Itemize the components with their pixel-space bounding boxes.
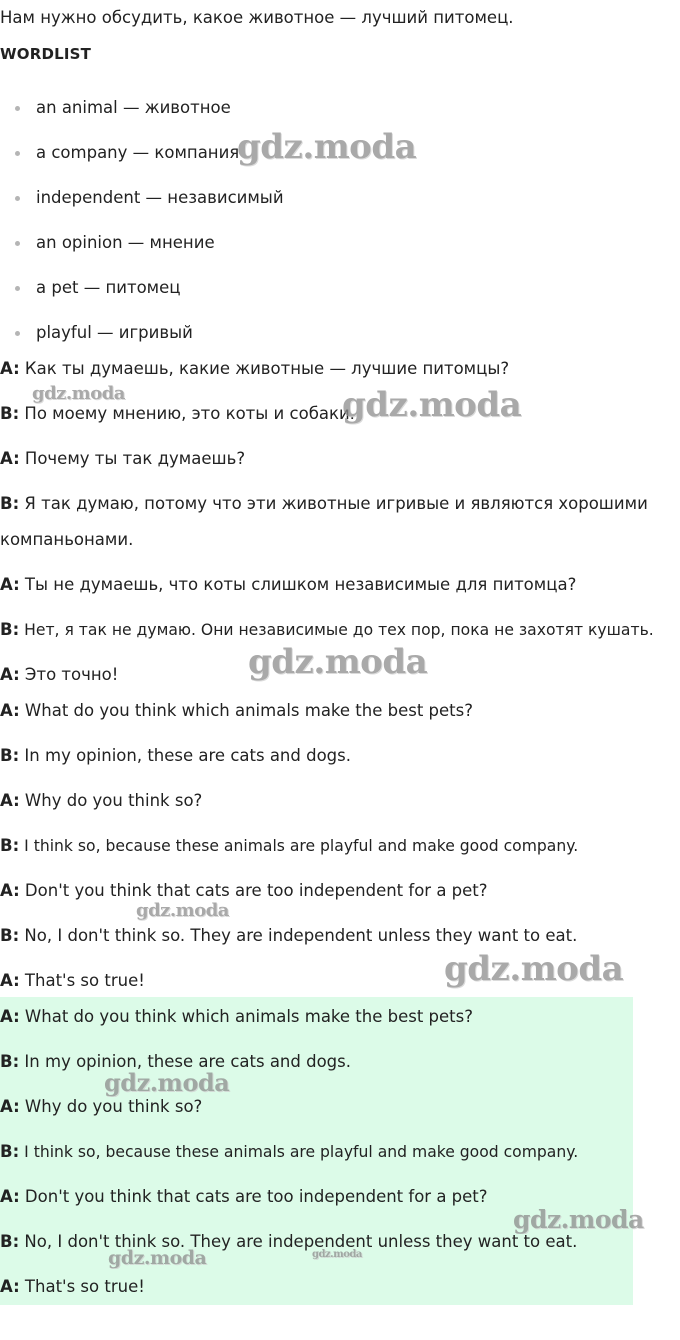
dialogue-line — [0, 1277, 145, 1297]
dialogue-text: Почему ты так думаешь? — [19, 449, 246, 468]
speaker-label: A: — [0, 1007, 20, 1026]
watermark: gdz.moda — [513, 1205, 644, 1234]
speaker-label: A: — [0, 1277, 20, 1296]
speaker-label: A: — [0, 1187, 20, 1206]
dialogue-text: Как ты думаешь, какие животные — лучшие питомцы? — [19, 359, 510, 378]
watermark: gdz.moda — [248, 642, 428, 682]
dialogue-line — [0, 701, 473, 721]
speaker-label: A: — [0, 359, 20, 378]
speaker-label: B: — [0, 836, 20, 855]
speaker-label: B: — [0, 620, 20, 639]
dialogue-text: Why do you think so? — [19, 1097, 203, 1116]
dialogue-line — [0, 881, 488, 901]
speaker-label: A: — [0, 791, 20, 810]
intro-text: Нам нужно обсудить, какое животное — лучший питомец. — [0, 8, 514, 27]
dialogue-text: I think so, because these animals are playful and make good company. — [19, 1143, 579, 1161]
bullet-icon — [15, 331, 20, 336]
bullet-icon — [15, 196, 20, 201]
dialogue-text: I think so, because these animals are playful and make good company. — [19, 837, 579, 855]
dialogue-text: Это точно! — [19, 665, 119, 684]
dialogue-line — [0, 926, 577, 946]
watermark: gdz.moda — [237, 127, 417, 167]
dialogue-text: Ты не думаешь, что коты слишком независимые для питомца? — [19, 575, 577, 594]
dialogue-line — [0, 404, 355, 424]
dialogue-line — [0, 620, 654, 640]
watermark: gdz.moda — [108, 1247, 207, 1269]
dialogue-text: По моему мнению, это коты и собаки. — [19, 404, 355, 423]
dialogue-line — [0, 791, 202, 811]
dialogue-line — [0, 1142, 578, 1162]
dialogue-line — [0, 746, 351, 766]
dialogue-text: Why do you think so? — [19, 791, 203, 810]
speaker-label: B: — [0, 926, 20, 945]
dialogue-text: Я так думаю, потому что эти животные игривые и являются хорошими — [19, 494, 648, 513]
bullet-icon — [15, 241, 20, 246]
dialogue-line — [0, 836, 578, 856]
dialogue-text: Don't you think that cats are too independent for a pet? — [19, 881, 488, 900]
watermark: gdz.moda — [32, 383, 125, 404]
dialogue-line — [0, 971, 145, 991]
wordlist-heading: WORDLIST — [0, 45, 92, 63]
speaker-label: A: — [0, 665, 20, 684]
watermark: gdz.moda — [342, 385, 522, 425]
speaker-label: A: — [0, 701, 20, 720]
dialogue-text: That's so true! — [19, 1277, 145, 1296]
dialogue-text: In my opinion, these are cats and dogs. — [19, 1052, 351, 1071]
dialogue-text: In my opinion, these are cats and dogs. — [19, 746, 351, 765]
dialogue-text: What do you think which animals make the best pets? — [19, 701, 474, 720]
dialogue-text: Don't you think that cats are too independent for a pet? — [19, 1187, 488, 1206]
speaker-label: A: — [0, 971, 20, 990]
dialogue-line — [0, 449, 245, 469]
speaker-label: A: — [0, 449, 20, 468]
wordlist-item: a company — компания — [36, 143, 240, 162]
dialogue-text: No, I don't think so. They are independent unless they want to eat. — [19, 1232, 578, 1251]
dialogue-line-continuation: компаньонами. — [0, 530, 134, 549]
speaker-label: B: — [0, 494, 20, 513]
bullet-icon — [15, 106, 20, 111]
speaker-label: B: — [0, 1142, 20, 1161]
watermark: gdz.moda — [444, 949, 624, 989]
dialogue-line — [0, 359, 509, 379]
wordlist-item: an opinion — мнение — [36, 233, 215, 252]
dialogue-text: What do you think which animals make the best pets? — [19, 1007, 474, 1026]
bullet-icon — [15, 151, 20, 156]
speaker-label: A: — [0, 1097, 20, 1116]
dialogue-text: No, I don't think so. They are independent unless they want to eat. — [19, 926, 578, 945]
speaker-label: A: — [0, 881, 20, 900]
wordlist-item: a pet — питомец — [36, 278, 181, 297]
watermark: gdz.moda — [104, 1068, 230, 1097]
wordlist-item: playful — игривый — [36, 323, 193, 342]
bullet-icon — [15, 286, 20, 291]
dialogue-line — [0, 575, 576, 595]
dialogue-line — [0, 665, 118, 685]
watermark: gdz.moda — [312, 1249, 362, 1260]
wordlist-item: independent — независимый — [36, 188, 284, 207]
speaker-label: B: — [0, 1052, 20, 1071]
speaker-label: B: — [0, 404, 20, 423]
dialogue-line — [0, 1097, 202, 1117]
dialogue-line — [0, 1007, 473, 1027]
dialogue-line — [0, 494, 648, 514]
dialogue-line — [0, 1187, 488, 1207]
dialogue-text: Нет, я так не думаю. Они независимые до тех пор, пока не захотят кушать. — [19, 621, 654, 639]
wordlist-item: an animal — животное — [36, 98, 231, 117]
watermark: gdz.moda — [136, 900, 229, 921]
speaker-label: B: — [0, 746, 20, 765]
speaker-label: A: — [0, 575, 20, 594]
dialogue-text: That's so true! — [19, 971, 145, 990]
speaker-label: B: — [0, 1232, 20, 1251]
dialogue-line — [0, 1232, 577, 1252]
